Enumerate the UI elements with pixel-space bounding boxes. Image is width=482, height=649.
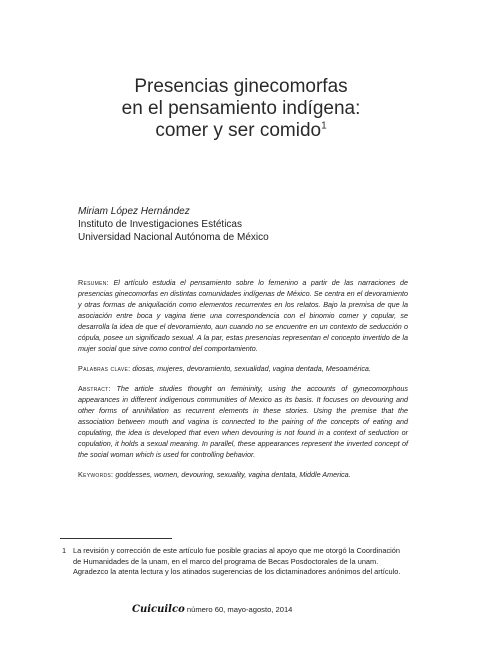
footnote-divider	[60, 538, 172, 539]
title-footnote-ref[interactable]: 1	[321, 120, 327, 132]
palabras-clave-paragraph	[78, 363, 408, 374]
palabras-clave-text: diosas, mujeres, devoramiento, sexualidad, vagina dentada, Mesoamérica.	[132, 364, 371, 373]
author-block	[78, 205, 408, 244]
author-affiliation-university: Universidad Nacional Autónoma de México	[78, 232, 269, 243]
journal-footer	[132, 604, 362, 616]
footnote	[62, 546, 408, 578]
resumen-text: El artículo estudia el pensamiento sobre lo femenino a partir de las narraciones de presencias ginecomorfas en distintas comunidades indígenas de México. Se centra en el devoramiento y otras formas de aniquilación como elementos recurrentes en los relatos. Bajo la premisa de que la asociación entre boca y vagina tiene una correspondencia con el binomio comer y copular, se desarrolla la idea de que el devoramiento, aun cuando no se encuentre en un contexto de seducción o cópula, posee un significado sexual. A la par, estas presencias representan el concepto invertido de la mujer social que sirve como control del comportamiento.	[78, 278, 408, 353]
title-line-2: en el pensamiento indígena:	[121, 98, 361, 119]
title-line-1: Presencias ginecomorfas	[134, 76, 348, 97]
title-line-3-text: comer y ser comido	[155, 120, 322, 141]
abstract-section	[78, 277, 408, 489]
keywords-paragraph	[78, 469, 408, 480]
resumen-label: Resumen:	[78, 278, 109, 287]
palabras-clave-label: Palabras clave:	[78, 364, 131, 373]
footnote-text: La revisión y corrección de este artículo fue posible gracias al apoyo que me otorgó la Coordinación de Humanidades de la unam, en el marco del programa de Becas Posdoctorales de la unam. Agradezco la atenta lectura y los atinados sugerencias de los dictaminadores anónimos del artículo.	[73, 546, 401, 576]
journal-logo: Cuicuilco	[132, 604, 185, 615]
footnote-mark: 1	[62, 546, 67, 555]
keywords-label: Keywords:	[78, 470, 114, 479]
keywords-text: goddesses, women, devouring, sexuality, vagina dentata, Middle America.	[115, 470, 351, 479]
journal-issue: número 60, mayo-agosto, 2014	[186, 605, 293, 614]
abstract-label: Abstract:	[78, 384, 111, 393]
author-affiliation-institute: Instituto de Investigaciones Estéticas	[78, 219, 242, 230]
article-title	[60, 76, 422, 142]
abstract-text: The article studies thought on femininity, using the accounts of gynecomorphous appearances in different indigenous communities of Mexico as its basis. It focuses on devouring and other forms of annihilation as recurrent elements in these stories. Using the premise that the association between mouth and vagina is connected to the pairing of the concepts of eating and copulating, the idea is developed that even when devouring is not found in a context of seduction or copulation, it holds a sexual meaning. In parallel, these appearances represent the inverted concept of the social woman which is used for controlling behavior.	[78, 384, 409, 459]
abstract-paragraph	[78, 383, 408, 460]
author-name: Miriam López Hernández	[78, 206, 190, 217]
resumen-paragraph	[78, 277, 408, 354]
title-line-3	[60, 120, 422, 142]
